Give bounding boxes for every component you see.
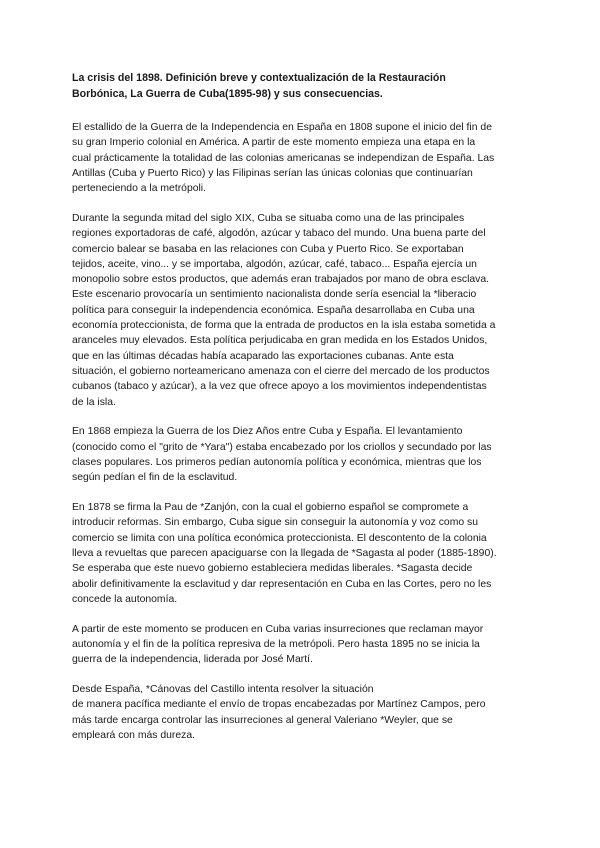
- text-line: A partir de este momento se producen en Cuba varias insurreciones que reclaman mayor: [72, 623, 484, 635]
- text-line: clases populares. Los primeros pedían autonomía política y económica, mientras que los: [72, 456, 482, 468]
- text-line: comercio balear se basaba en las relaciones con Cuba y Puerto Rico. Se exportaban: [72, 243, 464, 255]
- text-line: aranceles muy elevados. Esta política perjudicaba en gran medida en los Estados Unidos,: [72, 335, 488, 347]
- text-line: En 1878 se firma la Pau de *Zanjón, con la cual el gobierno español se compromete a: [72, 502, 469, 514]
- text-line: cual prácticamente la totalidad de las colonias americanas se independizan de España. Las: [72, 152, 495, 164]
- text-line: Este escenario provocaría un sentimiento nacionalista donde sería esencial la *liberacio: [72, 289, 477, 301]
- document-title: [72, 70, 532, 102]
- text-line: abolir definitivamente la esclavitud y dar representación en Cuba en las Cortes, pero no les: [72, 578, 492, 590]
- title-line: Borbónica, La Guerra de Cuba(1895-98) y sus consecuencias.: [72, 88, 383, 100]
- text-line: autonomía y el fin de la política represiva de la metrópoli. Pero hasta 1895 no se inicia la: [72, 638, 480, 650]
- text-line: perteneciendo a la metrópoli.: [72, 183, 207, 195]
- text-line: según pedían el fin de la esclavitud.: [72, 472, 238, 484]
- paragraph-3: [72, 424, 532, 485]
- paragraph-4: [72, 500, 532, 607]
- text-line: comercio se limita con una política económica proteccionista. El descontento de la colonia: [72, 532, 487, 544]
- paragraph-1: [72, 120, 532, 196]
- text-line: concede la autonomía.: [72, 593, 178, 605]
- text-line: En 1868 empieza la Guerra de los Diez Años entre Cuba y España. El levantamiento: [72, 426, 463, 438]
- text-line: regiones exportadoras de café, algodón, azúcar y tabaco del mundo. Una buena parte del: [72, 228, 486, 240]
- paragraph-2: [72, 211, 532, 410]
- text-line: guerra de la independencia, liderada por José Martí.: [72, 654, 313, 666]
- paragraph-5: [72, 622, 532, 668]
- text-line: (conocido como el "grito de *Yara") estaba encabezado por los criollos y secundado por las: [72, 441, 492, 453]
- text-line: tejidos, aceite, vino... y se importaba, algodón, azúcar, café, tabaco... España ejercía un: [72, 258, 477, 270]
- text-line: Antillas (Cuba y Puerto Rico) y las Filipinas serían las únicas colonias que continuarían: [72, 167, 473, 179]
- text-line: Desde España, *Cánovas del Castillo intenta resolver la situación: [72, 684, 374, 695]
- text-line: economía proteccionista, de forma que la entrada de productos en la isla estaba sometida a: [72, 320, 496, 332]
- text-line: su gran Imperio colonial en América. A partir de este momento empieza una etapa en la: [72, 137, 476, 149]
- text-line: lleva a revueltas que parecen apaciguarse con la llegada de *Sagasta al poder (1885-1890).: [72, 547, 497, 559]
- text-line: Durante la segunda mitad del siglo XIX, Cuba se situaba como una de las principales: [72, 212, 465, 224]
- text-line: política para conseguir la independencia económica. España desarrollaba en Cuba una: [72, 304, 475, 316]
- text-line: más tarde encarga controlar las insurreciones al general Valeriano *Weyler, que se: [72, 714, 453, 726]
- text-line: Se esperaba que este nuevo gobierno estableciera medidas liberales. *Sagasta decide: [72, 563, 473, 575]
- text-line: situación, el gobierno norteamericano amenaza con el cierre del mercado de los productos: [72, 365, 490, 377]
- text-line: El estallido de la Guerra de la Independencia en España en 1808 supone el inicio del fin de: [72, 122, 492, 133]
- document-page: [72, 70, 532, 758]
- text-line: de manera pacífica mediante el envío de tropas encabezadas por Martínez Campos, pero: [72, 699, 486, 711]
- text-line: que en las últimas décadas había acaparado las exportaciones cubanas. Ante esta: [72, 350, 454, 362]
- text-line: introducir reformas. Sin embargo, Cuba sigue sin conseguir la autonomía y voz como su: [72, 517, 479, 529]
- text-line: de la isla.: [72, 396, 116, 408]
- text-line: empleará con más dureza.: [72, 729, 196, 741]
- title-line: La crisis del 1898. Definición breve y contextualización de la Restauración: [72, 72, 446, 84]
- paragraph-6: [72, 682, 532, 743]
- text-line: monopolio sobre estos productos, que además eran trabajados por mano de obra esclava.: [72, 274, 490, 286]
- text-line: cubanos (tabaco y azúcar), a la vez que ofrece apoyo a los movimientos independentistas: [72, 381, 487, 393]
